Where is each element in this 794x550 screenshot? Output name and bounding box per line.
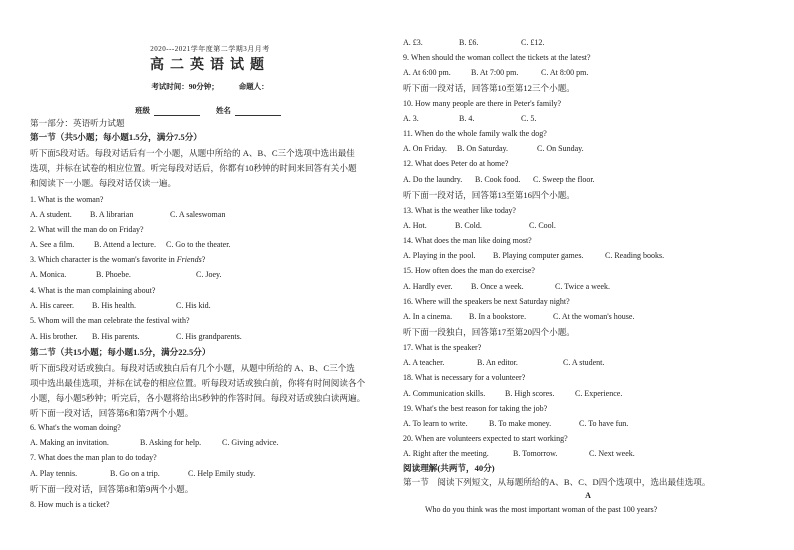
question-14: 14. What does the man like doing most? (403, 236, 532, 245)
q3-end: ? (201, 255, 206, 264)
question-10: 10. How many people are there in Peter's family? (403, 99, 562, 108)
q15-options (403, 282, 610, 292)
option[interactable]: C. Cool. (529, 221, 556, 230)
option[interactable]: A. In a cinema. (403, 312, 453, 321)
option[interactable]: A. Playing in the pool. (403, 251, 476, 260)
option[interactable]: C. At the woman's house. (553, 312, 635, 321)
option[interactable]: B. 4. (459, 114, 475, 123)
option[interactable]: C. Reading books. (605, 251, 665, 260)
option[interactable]: B. Asking for help. (140, 438, 202, 447)
section2-instr-line: 听下面5段对话或独白。每段对话或独白后有几个小题，从题中所给的 A、B、C三个选 (30, 363, 355, 373)
option[interactable]: C. A student. (563, 358, 605, 367)
q3-title: Friends (176, 255, 202, 264)
q2-options (30, 240, 230, 250)
option[interactable]: A. Hot. (403, 221, 427, 230)
q3-text: 3. Which character is the woman's favorite in (30, 255, 177, 264)
section2-title: 第二节（共15小题；每小题1.5分，满分22.5分） (30, 347, 211, 357)
option[interactable]: C. 5. (521, 114, 537, 123)
marker-line: 听下面一段对话，回答第10至第12三个小题。 (403, 83, 575, 93)
question-7: 7. What does the man plan to do today? (30, 453, 157, 462)
q8-options (403, 38, 544, 48)
option[interactable]: A. A teacher. (403, 358, 445, 367)
q9-options (403, 68, 588, 78)
question-18: 18. What is necessary for a volunteer? (403, 373, 526, 382)
option[interactable]: B. High scores. (505, 389, 555, 398)
option[interactable]: C. Twice a week. (555, 282, 611, 291)
question-19: 19. What's the best reason for taking the job? (403, 404, 548, 413)
section1-title: 第一节（共5小题；每小题1.5分，满分7.5分） (30, 132, 202, 142)
q13-options (403, 221, 556, 231)
section1-instr-line: 选项，并标在试卷的相应位置。听完每段对话后，你都有10秒钟的时间来回答有关小题 (30, 163, 357, 173)
q17-options (403, 358, 604, 368)
name-blank[interactable] (235, 107, 281, 116)
section1-instr-line: 听下面5段对话。每段对话后有一个小题，从题中所给的 A、B、C三个选项中选出最佳 (30, 148, 355, 158)
option[interactable]: C. To have fun. (579, 419, 629, 428)
q20-options (403, 449, 635, 459)
option[interactable]: B. Tomorrow. (513, 449, 558, 458)
q14-options (403, 251, 664, 261)
option[interactable]: A. Monica. (30, 270, 67, 279)
option[interactable]: C. Next week. (589, 449, 635, 458)
option[interactable]: A. A student. (30, 210, 72, 219)
option[interactable]: B. An editor. (477, 358, 518, 367)
marker-line: 听下面一段独白，回答第17至第20四个小题。 (403, 327, 575, 337)
class-label: 班级 (135, 106, 151, 115)
option[interactable]: B. Go on a trip. (110, 469, 160, 478)
option[interactable]: C. Giving advice. (222, 438, 279, 447)
q7-options (30, 469, 255, 479)
option[interactable]: B. His parents. (92, 332, 140, 341)
option[interactable]: B. On Saturday. (457, 144, 509, 153)
exam-header: 2020---2021学年度第二学期3月月考 (150, 45, 270, 53)
question-4: 4. What is the man complaining about? (30, 286, 156, 295)
option[interactable]: B. Cold. (455, 221, 482, 230)
question-13: 13. What is the weather like today? (403, 206, 516, 215)
option[interactable]: A. Play tennis. (30, 469, 78, 478)
option[interactable]: A. Hardly ever. (403, 282, 453, 291)
reading-title: 阅读理解(共两节，40分) (403, 463, 495, 473)
marker-line: 听下面一段对话，回答第13至第16四个小题。 (403, 190, 575, 200)
option[interactable]: C. At 8:00 pm. (541, 68, 589, 77)
page-title: 高二英语试题 (150, 58, 270, 73)
question-20: 20. When are volunteers expected to start working? (403, 434, 568, 443)
question-1: 1. What is the woman? (30, 195, 104, 204)
section2-instr-line: 项中选出最佳选项，并标在试卷的相应位置。听每段对话或独白前，你将有时间阅读各个 (30, 378, 366, 388)
option[interactable]: A. £3. (403, 38, 423, 47)
q10-options (403, 114, 536, 124)
question-12: 12. What does Peter do at home? (403, 159, 509, 168)
q18-options (403, 389, 622, 399)
part1-heading: 第一部分：英语听力试题 (30, 118, 125, 128)
option[interactable]: B. In a bookstore. (469, 312, 527, 321)
q6-options (30, 438, 278, 448)
option[interactable]: B. Attend a lecture. (94, 240, 156, 249)
option[interactable]: A. Right after the meeting. (403, 449, 489, 458)
marker-line: 听下面一段对话，回答第6和第7两个小题。 (30, 408, 194, 418)
question-5: 5. Whom will the man celebrate the festival with? (30, 316, 190, 325)
option[interactable]: A. Making an invitation. (30, 438, 109, 447)
option[interactable]: A. To learn to write. (403, 419, 468, 428)
question-3 (30, 255, 205, 265)
q1-options (30, 210, 225, 220)
option[interactable]: B. A librarian (90, 210, 134, 219)
option[interactable]: A. Do the laundry. (403, 175, 463, 184)
option[interactable]: A. 3. (403, 114, 419, 123)
q16-options (403, 312, 634, 322)
option[interactable]: B. At 7:00 pm. (471, 68, 519, 77)
question-16: 16. Where will the speakers be next Saturday night? (403, 297, 570, 306)
passage-first-line: Who do you think was the most important woman of the past 100 years? (425, 505, 658, 514)
passage-label: A (585, 491, 591, 500)
option[interactable]: C. Help Emily study. (188, 469, 256, 478)
option[interactable]: B. £6. (459, 38, 479, 47)
option[interactable]: A. At 6:00 pm. (403, 68, 451, 77)
option[interactable]: B. Cook food. (475, 175, 521, 184)
option[interactable]: A. See a film. (30, 240, 75, 249)
reading-section1: 第一节 阅读下列短文，从每题所给的A、B、C、D四个选项中，选出最佳选项。 (403, 477, 711, 487)
option[interactable]: C. His kid. (176, 301, 211, 310)
class-blank[interactable] (154, 107, 200, 116)
question-11: 11. When do the whole family walk the dog? (403, 129, 547, 138)
question-17: 17. What is the speaker? (403, 343, 482, 352)
section1-instr-line: 和阅读下一小题。每段对话仅读一遍。 (30, 178, 177, 188)
option[interactable]: B. Once a week. (471, 282, 524, 291)
q3-options (30, 270, 221, 280)
question-2: 2. What will the man do on Friday? (30, 225, 144, 234)
question-15: 15. How often does the man do exercise? (403, 266, 535, 275)
option[interactable]: B. His health. (92, 301, 136, 310)
option[interactable]: C. Joey. (196, 270, 222, 279)
option[interactable]: C. Sweep the floor. (533, 175, 595, 184)
student-info (30, 106, 390, 116)
option[interactable]: C. £12. (521, 38, 545, 47)
question-6: 6. What's the woman doing? (30, 423, 121, 432)
q11-options (403, 144, 584, 154)
question-9: 9. When should the woman collect the tickets at the latest? (403, 53, 591, 62)
name-label: 姓名 (215, 106, 231, 115)
left-column (30, 0, 390, 550)
q4-options (30, 301, 211, 311)
option[interactable]: C. Go to the theater. (166, 240, 231, 249)
option[interactable]: B. Phoebe. (96, 270, 131, 279)
author-label: 命题人： (238, 82, 269, 91)
option[interactable]: C. A saleswoman (170, 210, 226, 219)
section2-instr-line: 小题，每小题5秒钟；听完后，各小题将给出5秒钟的作答时间。每段对话或独白读两遍。 (30, 393, 366, 403)
marker-line: 听下面一段对话，回答第8和第9两个小题。 (30, 484, 194, 494)
question-8: 8. How much is a ticket? (30, 500, 110, 509)
option[interactable]: A. His career. (30, 301, 74, 310)
option[interactable]: C. On Sunday. (537, 144, 584, 153)
option[interactable]: B. Playing computer games. (493, 251, 584, 260)
option[interactable]: C. His grandparents. (176, 332, 242, 341)
option[interactable]: A. Communication skills. (403, 389, 486, 398)
right-column (403, 0, 773, 550)
q19-options (403, 419, 628, 429)
option[interactable]: A. On Friday. (403, 144, 447, 153)
option[interactable]: C. Experience. (575, 389, 623, 398)
exam-time: 考试时间：90分钟； (151, 82, 219, 91)
option[interactable]: B. To make money. (489, 419, 552, 428)
option[interactable]: A. His brother. (30, 332, 78, 341)
q5-options (30, 332, 242, 342)
q12-options (403, 175, 595, 185)
exam-info (30, 82, 390, 92)
